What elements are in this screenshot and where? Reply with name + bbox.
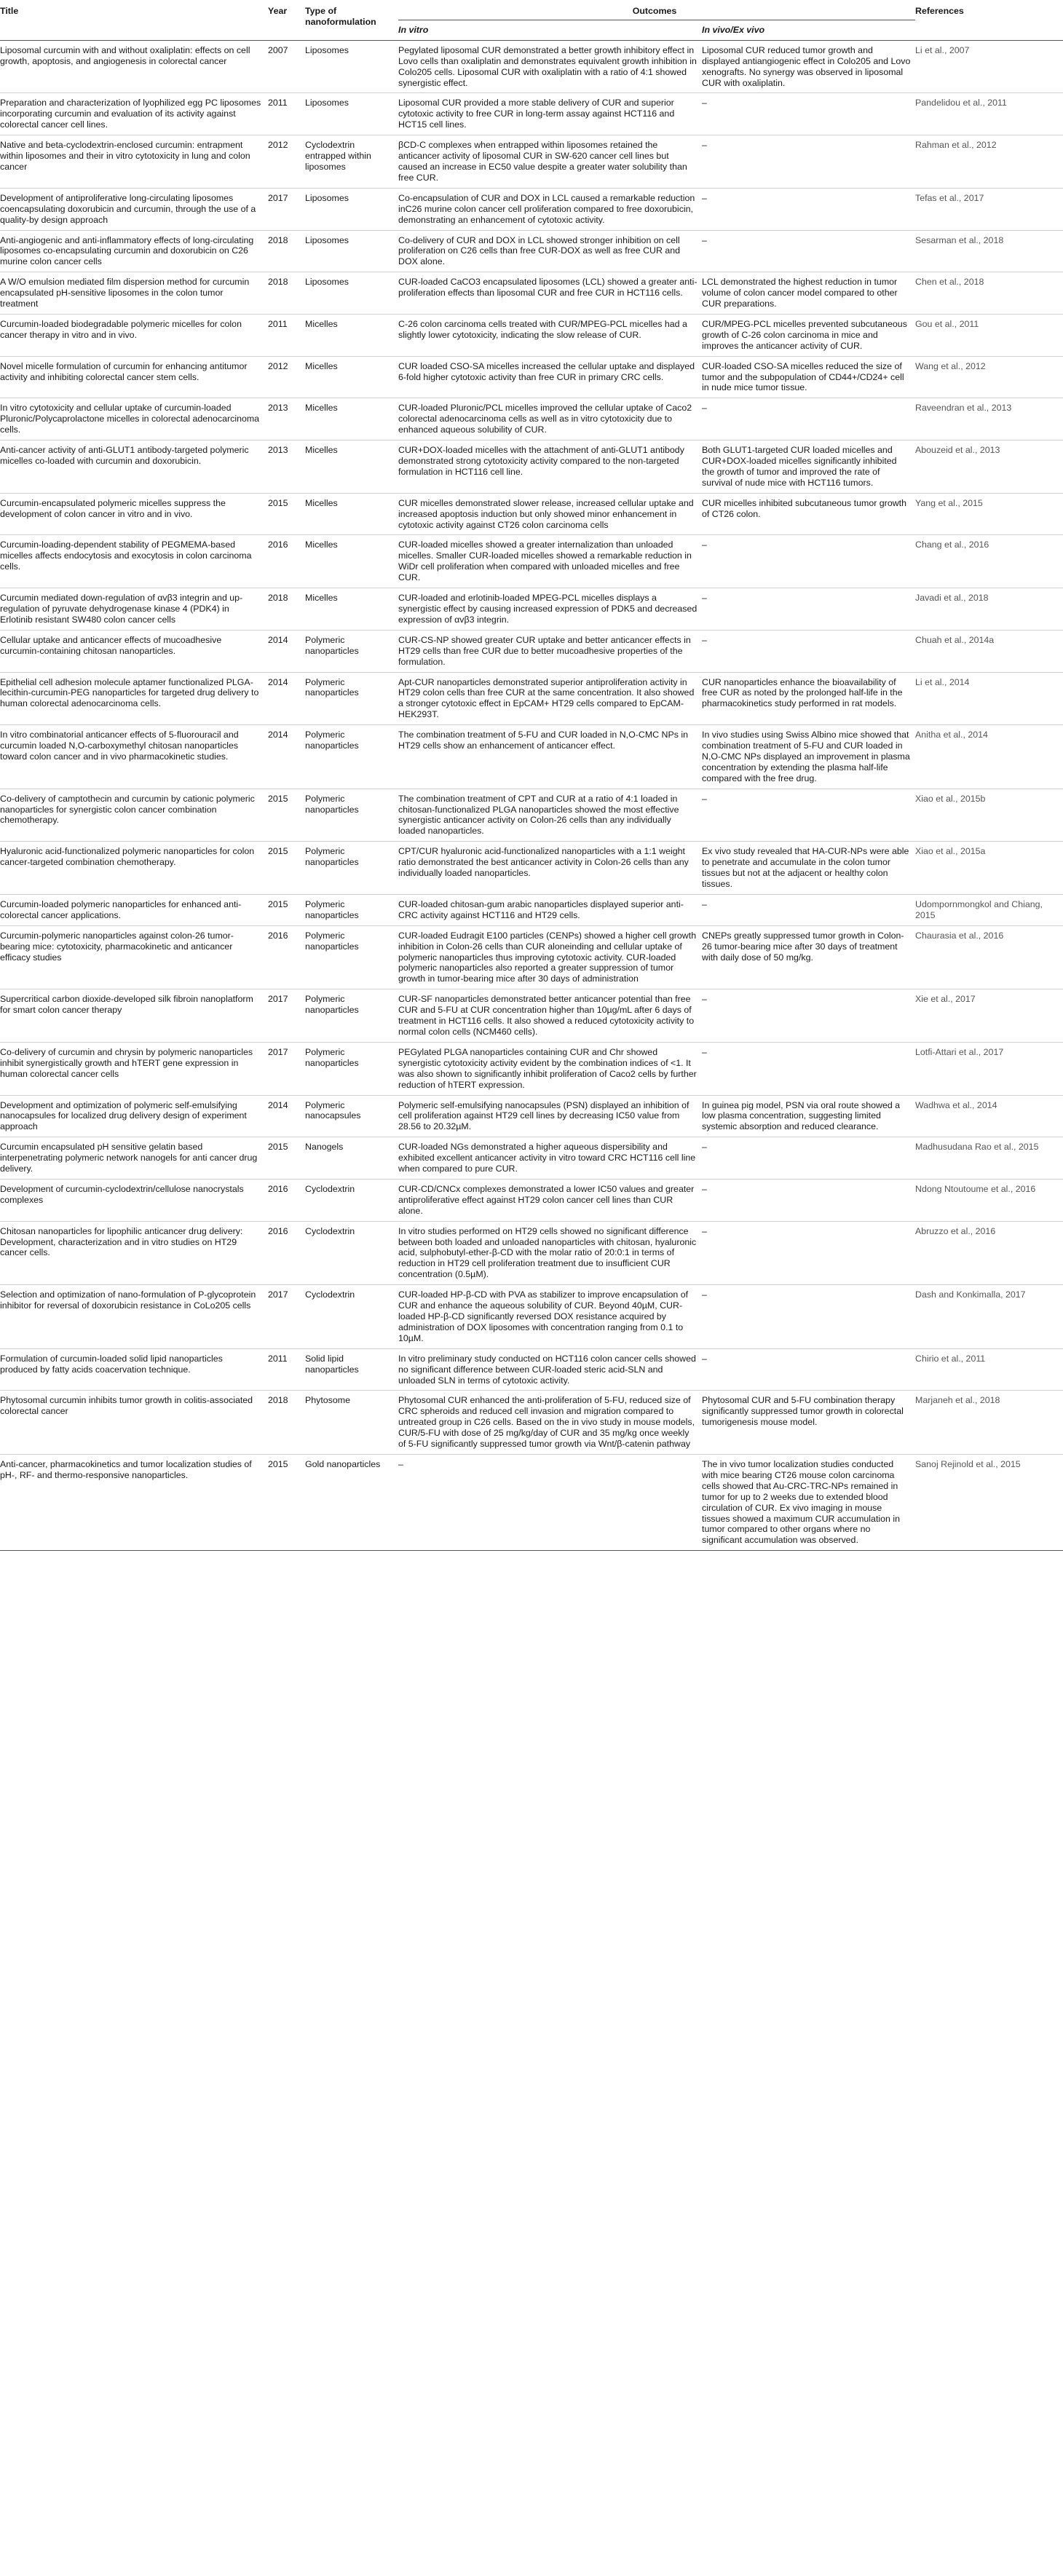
cell-in-vitro: C-26 colon carcinoma cells treated with CUR/MPEG-PCL micelles had a slightly lower cytotoxicity, indicating the slow release of CUR.: [398, 318, 687, 340]
cell-reference: Li et al., 2014: [915, 676, 970, 687]
cell-title: Curcumin mediated down-regulation of αvβ3 integrin and up-regulation of pyruvate dehydrogenase kinase 4 (PDK4) in Erlotinib resistant SW480 colon cancer cells: [0, 593, 243, 625]
cell-reference: Chen et al., 2018: [915, 277, 984, 288]
cell-year: 2018: [268, 277, 288, 288]
cell-type: Cyclodextrin: [305, 1183, 355, 1194]
table-row: [0, 398, 1063, 440]
header-in-vivo: In vivo/Ex vivo: [702, 24, 765, 35]
cell-year: 2015: [268, 793, 288, 804]
cell-title: Epithelial cell adhesion molecule aptamer functionalized PLGA-lecithin-curcumin-PEG nanoparticles for targeted drug delivery to human colorectal adenocarcinoma cells.: [0, 676, 259, 709]
cell-in-vivo: CUR micelles inhibited subcutaneous tumor growth of CT26 colon.: [702, 497, 906, 519]
table-row: [0, 894, 1063, 925]
cell-in-vitro: The combination treatment of 5-FU and CUR loaded in N,O-CMC NPs in HT29 cells show an enhancement of anticancer effect.: [398, 730, 689, 751]
cell-year: 2014: [268, 1099, 288, 1110]
cell-reference: Xie et al., 2017: [915, 994, 976, 1005]
cell-title: Preparation and characterization of lyophilized egg PC liposomes incorporating curcumin and evaluation of its activity against colorectal cancer cell lines.: [0, 98, 261, 130]
header-type: Type of nanoformulation: [305, 6, 376, 27]
header-outcomes: Outcomes: [398, 0, 915, 20]
table-header: [0, 0, 1063, 40]
cell-title: Formulation of curcumin-loaded solid lipid nanoparticles produced by fatty acids coacervation technique.: [0, 1353, 223, 1375]
cell-type: Polymeric nanoparticles: [305, 898, 359, 920]
cell-in-vitro: CUR-loaded NGs demonstrated a higher aqueous dispersibility and exhibited excellent anticancer activity in vitro toward CRC HCT116 cell line when compared to pure CUR.: [398, 1142, 696, 1174]
table-row: [0, 1348, 1063, 1391]
cell-year: 2016: [268, 930, 288, 941]
header-in-vitro: In vitro: [398, 24, 429, 35]
cell-title: Curcumin encapsulated pH sensitive gelatin based interpenetrating polymeric network nanogels for anti cancer drug delivery.: [0, 1142, 258, 1174]
cell-in-vitro: CUR-CD/CNCx complexes demonstrated a lower IC50 values and greater antiproliferative effect against HT29 colon cancer cell lines than CUR alone.: [398, 1183, 695, 1216]
cell-in-vivo: –: [702, 994, 707, 1005]
cell-in-vivo: –: [702, 1225, 707, 1236]
cell-in-vivo: CUR-loaded CSO-SA micelles reduced the size of tumor and the subpopulation of CD44+/CD24+ cell in nude mice tumor tissue.: [702, 360, 904, 393]
header-title: Title: [0, 6, 19, 16]
cell-year: 2017: [268, 1046, 288, 1057]
table-row: [0, 1285, 1063, 1349]
table-row: [0, 188, 1063, 230]
table-row: [0, 630, 1063, 672]
cell-type: Liposomes: [305, 98, 349, 108]
cell-year: 2018: [268, 234, 288, 245]
cell-reference: Xiao et al., 2015b: [915, 793, 986, 804]
cell-type: Polymeric nanoparticles: [305, 846, 359, 868]
cell-type: Micelles: [305, 360, 338, 371]
cell-in-vitro: Phytosomal CUR enhanced the anti-proliferation of 5-FU, reduced size of CRC spheroids and reduced cell invasion and migration compared to untreated group in C26 cells. Based on the in vivo study in mouse models, CUR/5-FU with dose of 25 mg/kg/day of CUR and 35 mg/kg once weekly of 5-FU significantly suppressed tumor growth via Wnt/β-catenin pathway: [398, 1395, 695, 1450]
cell-type: Cyclodextrin: [305, 1225, 355, 1236]
cell-year: 2011: [268, 98, 288, 108]
cell-type: Solid lipid nanoparticles: [305, 1353, 359, 1375]
cell-reference: Li et al., 2007: [915, 44, 970, 55]
cell-reference: Abouzeid et al., 2013: [915, 445, 1000, 456]
cell-year: 2018: [268, 593, 288, 604]
cell-in-vivo: Ex vivo study revealed that HA-CUR-NPs were able to penetrate and accumulate in the colon tumor tissues but not at the adjacent or healthy colon tissues.: [702, 846, 909, 889]
cell-type: Polymeric nanoparticles: [305, 930, 359, 952]
cell-in-vivo: –: [702, 1353, 707, 1364]
table-row: [0, 314, 1063, 356]
cell-title: In vitro cytotoxicity and cellular uptake of curcumin-loaded Pluronic/Polycaprolactone micelles in colorectal adenocarcinoma cells.: [0, 403, 260, 435]
cell-in-vitro: βCD-C complexes when entrapped within liposomes retained the anticancer activity of liposomal CUR in SW-620 cancer cell lines but caused an increase in EC50 value despite a greater water solubility than free CUR.: [398, 140, 687, 183]
cell-year: 2016: [268, 1225, 288, 1236]
cell-title: Supercritical carbon dioxide-developed silk fibroin nanoplatform for smart colon cancer therapy: [0, 994, 253, 1016]
cell-in-vivo: –: [702, 1142, 707, 1153]
cell-in-vivo: –: [702, 634, 707, 645]
cell-title: Anti-cancer, pharmacokinetics and tumor localization studies of pH-, RF- and thermo-responsive nanoparticles.: [0, 1458, 252, 1480]
cell-in-vivo: –: [702, 98, 707, 108]
cell-type: Polymeric nanoparticles: [305, 676, 359, 698]
table-row: [0, 1179, 1063, 1221]
cell-type: Micelles: [305, 445, 338, 456]
cell-reference: Gou et al., 2011: [915, 318, 979, 329]
cell-type: Nanogels: [305, 1142, 344, 1153]
cell-in-vivo: In guinea pig model, PSN via oral route showed a low plasma concentration, suggesting limited systemic absorption and reduced clearance.: [702, 1099, 901, 1132]
table-row: [0, 789, 1063, 842]
table-row: [0, 588, 1063, 631]
cell-title: Co-delivery of camptothecin and curcumin by cationic polymeric nanoparticles for synergistic colon cancer combination chemotherapy.: [0, 793, 255, 826]
cell-year: 2014: [268, 634, 288, 645]
cell-in-vivo: Liposomal CUR reduced tumor growth and displayed antiangiogenic effect in Colo205 and Lovo xenografts. No synergy was observed in liposomal CUR with oxaliplatin.: [702, 44, 911, 88]
cell-in-vitro: Polymeric self-emulsifying nanocapsules (PSN) displayed an inhibition of cell proliferation against HT29 cell lines by decreasing IC50 value from 28.56 to 20.32µM.: [398, 1099, 689, 1132]
cell-in-vitro: In vitro preliminary study conducted on HCT116 colon cancer cells showed no significant difference between CUR-loaded steric acid-SLN and unloaded SLN in terms of cytotoxic activity.: [398, 1353, 696, 1386]
cell-year: 2015: [268, 497, 288, 508]
table-row: [0, 356, 1063, 398]
cell-in-vitro: CUR-loaded Eudragit E100 particles (CENPs) showed a higher cell growth inhibition in Colon-26 cells than CUR aloneinding and cellular uptake of polymeric nanoparticles thus improving cytotoxic activity. CUR-loaded polymeric nanoparticles also reported a greater suppression of tumor growth in tumor-bearing mice after 30 days of administration: [398, 930, 697, 984]
cell-type: Liposomes: [305, 277, 349, 288]
cell-type: Micelles: [305, 593, 338, 604]
cell-year: 2014: [268, 676, 288, 687]
cell-in-vivo: –: [702, 593, 707, 604]
table-row: [0, 493, 1063, 535]
cell-title: Anti-angiogenic and anti-inflammatory effects of long-circulating liposomes co-encapsulating curcumin and doxorubicin on C26 murine colon cancer cells: [0, 234, 254, 267]
cell-in-vivo: Both GLUT1-targeted CUR loaded micelles and CUR+DOX-loaded micelles significantly inhibited the growth of tumor and improved the rate of survival of nude mice with HCT116 tumors.: [702, 445, 897, 488]
table-row: [0, 272, 1063, 315]
table-row: [0, 672, 1063, 725]
cell-type: Micelles: [305, 403, 338, 414]
cell-in-vivo: The in vivo tumor localization studies conducted with mice bearing CT26 mouse colon carcinoma cells showed that Au-CRC-TRC-NPs remained in tumor for up to 2 weeks due to extended blood circulation of CUR. Ex vivo imaging in mouse tissues showed a maximum CUR accumulation in tumor compared to other organs where no significant accumulation was observed.: [702, 1458, 901, 1546]
cell-in-vitro: CUR-loaded and erlotinib-loaded MPEG-PCL micelles displays a synergistic effect by causing increased expression of PDK5 and decreased expression of αvβ3 integrin.: [398, 593, 698, 625]
cell-title: Curcumin-loaded polymeric nanoparticles for enhanced anti-colorectal cancer applications.: [0, 898, 242, 920]
table-row: [0, 1454, 1063, 1550]
cell-in-vivo: –: [702, 140, 707, 151]
cell-in-vivo: –: [702, 540, 707, 550]
cell-reference: Javadi et al., 2018: [915, 593, 989, 604]
cell-title: Phytosomal curcumin inhibits tumor growth in colitis-associated colorectal cancer: [0, 1395, 253, 1417]
cell-reference: Wang et al., 2012: [915, 360, 986, 371]
cell-reference: Abruzzo et al., 2016: [915, 1225, 996, 1236]
cell-reference: Dash and Konkimalla, 2017: [915, 1289, 1026, 1300]
cell-type: Cyclodextrin: [305, 1289, 355, 1300]
cell-reference: Madhusudana Rao et al., 2015: [915, 1142, 1039, 1153]
cell-year: 2017: [268, 1289, 288, 1300]
cell-title: Chitosan nanoparticles for lipophilic anticancer drug delivery: Development, characterization and in vitro studies on HT29 cancer cells.: [0, 1225, 243, 1258]
cell-title: Anti-cancer activity of anti-GLUT1 antibody-targeted polymeric micelles co-loaded with curcumin and doxorubicin.: [0, 445, 249, 466]
cell-type: Cyclodextrin entrapped within liposomes: [305, 140, 371, 172]
cell-in-vivo: –: [702, 403, 707, 414]
cell-reference: Yang et al., 2015: [915, 497, 983, 508]
cell-title: Curcumin-loading-dependent stability of PEGMEMA-based micelles affects endocytosis and exocytosis in colon carcinoma cells.: [0, 540, 252, 572]
cell-year: 2016: [268, 540, 288, 550]
cell-type: Micelles: [305, 540, 338, 550]
header-references: References: [915, 6, 964, 16]
cell-title: A W/O emulsion mediated film dispersion method for curcumin encapsulated pH-sensitive liposomes in the colon tumor treatment: [0, 277, 250, 309]
table-row: [0, 535, 1063, 588]
table-row: [0, 842, 1063, 895]
cell-in-vitro: PEGylated PLGA nanoparticles containing CUR and Chr showed synergistic cytotoxicity activity evident by the combination indices of <1. It was also shown to significantly inhibit proliferation of Caco2 cells by further reduction of hTERT expression.: [398, 1046, 697, 1090]
cell-in-vitro: Co-delivery of CUR and DOX in LCL showed stronger inhibition on cell proliferation on C26 cells than free CUR-DOX as well as free CUR and DOX alone.: [398, 234, 681, 267]
cell-in-vitro: CUR micelles demonstrated slower release, increased cellular uptake and increased apoptosis induction but only showed minor enhancement in cytotoxic activity against CT26 colon carcinoma cells: [398, 497, 694, 530]
table-row: [0, 1042, 1063, 1095]
cell-type: Liposomes: [305, 44, 349, 55]
cell-title: Selection and optimization of nano-formulation of P-glycoprotein inhibitor for reversal of doxorubicin resistance in CoLo205 cells: [0, 1289, 256, 1311]
cell-reference: Ndong Ntoutoume et al., 2016: [915, 1183, 1036, 1194]
cell-reference: Udompornmongkol and Chiang, 2015: [915, 898, 1043, 920]
cell-year: 2018: [268, 1395, 288, 1406]
cell-year: 2011: [268, 1353, 288, 1364]
cell-in-vivo: CUR/MPEG-PCL micelles prevented subcutaneous growth of C-26 colon carcinoma in mice and improves the anticancer activity of CUR.: [702, 318, 907, 351]
cell-in-vitro: Apt-CUR nanoparticles demonstrated superior antiproliferation activity in HT29 colon cells than free CUR at the same concentration. It also showed a stronger cytotoxic effect in EpCAM+ HT29 cells compared to EpCAM- HEK293T.: [398, 676, 695, 720]
cell-in-vitro: CUR-loaded chitosan-gum arabic nanoparticles displayed superior anti-CRC activity against HCT116 and HT29 cells.: [398, 898, 684, 920]
cell-in-vitro: CUR-CS-NP showed greater CUR uptake and better anticancer effects in HT29 cells than free CUR due to better mucoadhesive properties of the formulation.: [398, 634, 691, 667]
cell-title: Curcumin-loaded biodegradable polymeric micelles for colon cancer therapy in vitro and in vivo.: [0, 318, 242, 340]
cell-type: Polymeric nanocapsules: [305, 1099, 361, 1121]
cell-title: Co-delivery of curcumin and chrysin by polymeric nanoparticles inhibit synergistically growth and hTERT gene expression in human colorectal cancer cells: [0, 1046, 253, 1079]
cell-reference: Pandelidou et al., 2011: [915, 98, 1007, 108]
table-body: [0, 40, 1063, 1550]
cell-type: Polymeric nanoparticles: [305, 1046, 359, 1068]
cell-reference: Rahman et al., 2012: [915, 140, 997, 151]
cell-year: 2017: [268, 192, 288, 203]
cell-year: 2014: [268, 730, 288, 740]
table-row: [0, 40, 1063, 93]
cell-year: 2017: [268, 994, 288, 1005]
cell-title: Novel micelle formulation of curcumin for enhancing antitumor activity and inhibiting colorectal cancer stem cells.: [0, 360, 248, 382]
cell-reference: Lotfi-Attari et al., 2017: [915, 1046, 1004, 1057]
cell-year: 2013: [268, 445, 288, 456]
cell-in-vitro: CUR loaded CSO-SA micelles increased the cellular uptake and displayed 6-fold higher cytotoxic activity than free CUR in primary CRC cells.: [398, 360, 695, 382]
cell-reference: Xiao et al., 2015a: [915, 846, 986, 857]
cell-type: Micelles: [305, 318, 338, 329]
cell-in-vitro: The combination treatment of CPT and CUR at a ratio of 4:1 loaded in chitosan-functionalized PLGA nanoparticles showed the most effective synergistic anticancer activity on Colon-26 cells than any individually loaded nanoparticles.: [398, 793, 679, 837]
cell-title: Development of antiproliferative long-circulating liposomes coencapsulating doxorubicin and curcumin, through the use of a quality-by design approach: [0, 192, 256, 225]
table-row: [0, 230, 1063, 272]
cell-in-vitro: Co-encapsulation of CUR and DOX in LCL caused a remarkable reduction inC26 murine colon cancer cell proliferation compared to free doxorubicin, demonstrating an enhancement of cytotoxic activity.: [398, 192, 695, 225]
cell-title: In vitro combinatorial anticancer effects of 5-fluorouracil and curcumin loaded N,O-carboxymethyl chitosan nanoparticles toward colon cancer and in vivo pharmacokinetic studies.: [0, 730, 239, 762]
cell-in-vitro: CUR-loaded HP-β-CD with PVA as stabilizer to improve encapsulation of CUR and enhance the aqueous solubility of CUR. Beyond 40µM, CUR-loaded HP-β-CD significantly reversed DOX resistance acquired by administration of DOX liposomes with concentration ranging from 0.1 to 10µM.: [398, 1289, 689, 1343]
cell-in-vitro: –: [398, 1458, 403, 1469]
header-row: [0, 0, 1063, 20]
cell-reference: Tefas et al., 2017: [915, 192, 984, 203]
table-row: [0, 1391, 1063, 1455]
cell-in-vivo: In vivo studies using Swiss Albino mice showed that combination treatment of 5-FU and CUR loaded in N,O-CMC NPs displayed an improvement in plasma concentration by extending the plasma half-life compared with the free drug.: [702, 730, 910, 783]
cell-type: Liposomes: [305, 192, 349, 203]
cell-year: 2011: [268, 318, 288, 329]
cell-reference: Chuah et al., 2014a: [915, 634, 995, 645]
table-row: [0, 725, 1063, 789]
cell-in-vivo: LCL demonstrated the highest reduction in tumor volume of colon cancer model compared to other CUR preparations.: [702, 277, 898, 309]
cell-reference: Sanoj Rejinold et al., 2015: [915, 1458, 1021, 1469]
cell-title: Liposomal curcumin with and without oxaliplatin: effects on cell growth, apoptosis, and angiogenesis in colorectal cancer: [0, 44, 250, 66]
cell-title: Development and optimization of polymeric self-emulsifying nanocapsules for localized drug delivery design of experiment approach: [0, 1099, 247, 1132]
cell-reference: Sesarman et al., 2018: [915, 234, 1004, 245]
cell-in-vivo: –: [702, 1046, 707, 1057]
cell-year: 2015: [268, 898, 288, 909]
cell-year: 2015: [268, 1142, 288, 1153]
table-row: [0, 925, 1063, 989]
cell-year: 2012: [268, 360, 288, 371]
header-year: Year: [268, 6, 288, 16]
cell-in-vitro: Liposomal CUR provided a more stable delivery of CUR and superior cytotoxic activity to free CUR in long-term assay against HCT116 and HCT15 cell lines.: [398, 98, 675, 130]
table-row: [0, 1221, 1063, 1285]
cell-reference: Chirio et al., 2011: [915, 1353, 986, 1364]
cell-type: Phytosome: [305, 1395, 350, 1406]
cell-type: Polymeric nanoparticles: [305, 793, 359, 815]
cell-in-vivo: –: [702, 793, 707, 804]
cell-in-vitro: CUR-loaded Pluronic/PCL micelles improved the cellular uptake of Caco2 colorectal adenocarcinoma cells as well as in vitro cytotoxicity due to enhanced aqueous solubility of CUR.: [398, 403, 692, 435]
cell-in-vivo: –: [702, 234, 707, 245]
cell-reference: Wadhwa et al., 2014: [915, 1099, 997, 1110]
cell-in-vitro: CUR-loaded CaCO3 encapsulated liposomes (LCL) showed a greater anti-proliferation effects than liposomal CUR and free CUR in HCT116 cells.: [398, 277, 698, 299]
cell-year: 2013: [268, 403, 288, 414]
cell-title: Native and beta-cyclodextrin-enclosed curcumin: entrapment within liposomes and their in vitro cytotoxicity in lung and colon cancer: [0, 140, 250, 172]
cell-in-vitro: CUR-SF nanoparticles demonstrated better anticancer potential than free CUR and 5-FU at CUR concentration higher than 10µg/mL after 6 days of treatment in HCT116 cells. It also showed a reduced cytotoxicity activity to normal colon cells (NCM460 cells).: [398, 994, 695, 1037]
cell-in-vivo: –: [702, 192, 707, 203]
cell-reference: Chaurasia et al., 2016: [915, 930, 1004, 941]
cell-type: Gold nanoparticles: [305, 1458, 381, 1469]
table-row: [0, 135, 1063, 189]
cell-type: Polymeric nanoparticles: [305, 994, 359, 1016]
cell-in-vivo: –: [702, 898, 707, 909]
cell-type: Polymeric nanoparticles: [305, 634, 359, 656]
cell-type: Liposomes: [305, 234, 349, 245]
cell-in-vitro: In vitro studies performed on HT29 cells showed no significant difference between both loaded and unloaded nanoparticles with chitosan, hyaluronic acid, sulphobutyl-ether-β-CD with the molar ratio of 20:0:1 in terms of reduction in HT29 cell proliferation treatment due to insufficient CUR concentration (0.5µM).: [398, 1225, 697, 1280]
cell-in-vitro: Pegylated liposomal CUR demonstrated a better growth inhibitory effect in Lovo cells than oxaliplatin and demonstrates equivalent growth inhibition in Colo205 cells. Liposomal CUR with oxaliplatin with a ratio of 4:1 showed synergistic effect.: [398, 44, 697, 88]
table-row: [0, 93, 1063, 135]
cell-title: Curcumin-encapsulated polymeric micelles suppress the development of colon cancer in vitro and in vivo.: [0, 497, 226, 519]
cell-year: 2016: [268, 1183, 288, 1194]
table-row: [0, 440, 1063, 494]
cell-type: Micelles: [305, 497, 338, 508]
cell-title: Development of curcumin-cyclodextrin/cellulose nanocrystals complexes: [0, 1183, 244, 1205]
cell-reference: Anitha et al., 2014: [915, 730, 988, 740]
cell-in-vivo: –: [702, 1289, 707, 1300]
cell-year: 2015: [268, 846, 288, 857]
cell-title: Hyaluronic acid-functionalized polymeric nanoparticles for colon cancer-targeted combination chemotherapy.: [0, 846, 255, 868]
cell-title: Curcumin-polymeric nanoparticles against colon-26 tumor-bearing mice: cytotoxicity, pharmacokinetic and anticancer efficacy studies: [0, 930, 234, 963]
cell-in-vitro: CPT/CUR hyaluronic acid-functionalized nanoparticles with a 1:1 weight ratio demonstrated the best anticancer activity in Colon-26 cells than any individually loaded nanoparticles.: [398, 846, 689, 879]
table-row: [0, 1137, 1063, 1180]
cell-reference: Marjaneh et al., 2018: [915, 1395, 1000, 1406]
cell-in-vitro: CUR-loaded micelles showed a greater internalization than unloaded micelles. Smaller CUR-loaded micelles showed a remarkable reduction in WiDr cell proliferation when compared with unloaded micelles and free CUR.: [398, 540, 692, 583]
cell-reference: Raveendran et al., 2013: [915, 403, 1012, 414]
cell-in-vivo: Phytosomal CUR and 5-FU combination therapy significantly suppressed tumor growth in colorectal tumorigenesis mouse model.: [702, 1395, 904, 1428]
cell-year: 2015: [268, 1458, 288, 1469]
cell-in-vitro: CUR+DOX-loaded micelles with the attachment of anti-GLUT1 antibody demonstrated strong cytotoxicity activity compared to the non-targeted formulation in HCT116 cell line.: [398, 445, 684, 477]
cell-type: Polymeric nanoparticles: [305, 730, 359, 751]
cell-year: 2012: [268, 140, 288, 151]
cell-in-vivo: –: [702, 1183, 707, 1194]
cell-in-vivo: CNEPs greatly suppressed tumor growth in Colon-26 tumor-bearing mice after 30 days of treatment with daily dose of 50 mg/kg.: [702, 930, 904, 963]
cell-in-vivo: CUR nanoparticles enhance the bioavailability of free CUR as noted by the prolonged half-life in the pharmacokinetics study performed in rat models.: [702, 676, 903, 709]
table-row: [0, 1095, 1063, 1137]
cell-reference: Chang et al., 2016: [915, 540, 989, 550]
cell-year: 2007: [268, 44, 288, 55]
table-row: [0, 989, 1063, 1043]
cell-title: Cellular uptake and anticancer effects of mucoadhesive curcumin-containing chitosan nanoparticles.: [0, 634, 222, 656]
